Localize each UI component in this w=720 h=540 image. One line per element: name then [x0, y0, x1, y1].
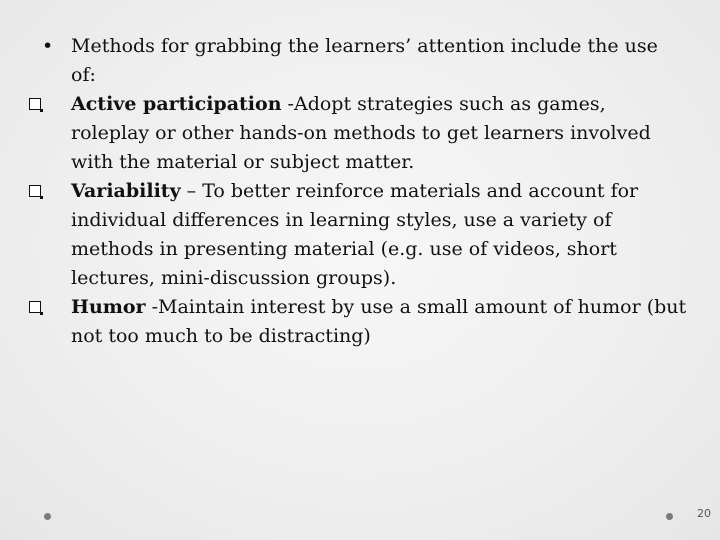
item-description: -Adopt strategies such as games, roleplay or other hands-on methods to get learners involved with the material or subject matter.: [71, 93, 651, 173]
checkbox-bullet-icon: [29, 301, 41, 313]
intro-bullet-item: [28, 32, 688, 90]
intro-text: Methods for grabbing the learners’ attention include the use of:: [71, 35, 658, 86]
checkbox-bullet-icon: [29, 98, 41, 110]
slide-body: [28, 32, 688, 351]
checkbox-bullet-icon: [29, 185, 41, 197]
item-term: Active participation: [71, 93, 282, 115]
list-item-humor: [28, 293, 688, 351]
list-item-active-participation: [28, 90, 688, 177]
page-number: 20: [697, 507, 711, 520]
decorative-dot-left-icon: [44, 513, 51, 520]
decorative-dot-right-icon: [666, 513, 673, 520]
item-term: Variability: [71, 180, 181, 202]
item-description: -Maintain interest by use a small amount of humor (but not too much to be distracting): [71, 296, 687, 347]
item-description: – To better reinforce materials and account for individual differences in learning styles, use a variety of methods in presenting material (e.g. use of videos, short lectures, mini-discussion groups).: [71, 180, 639, 289]
item-term: Humor: [71, 296, 146, 318]
bullet-icon: •: [42, 35, 54, 57]
list-item-variability: [28, 177, 688, 293]
